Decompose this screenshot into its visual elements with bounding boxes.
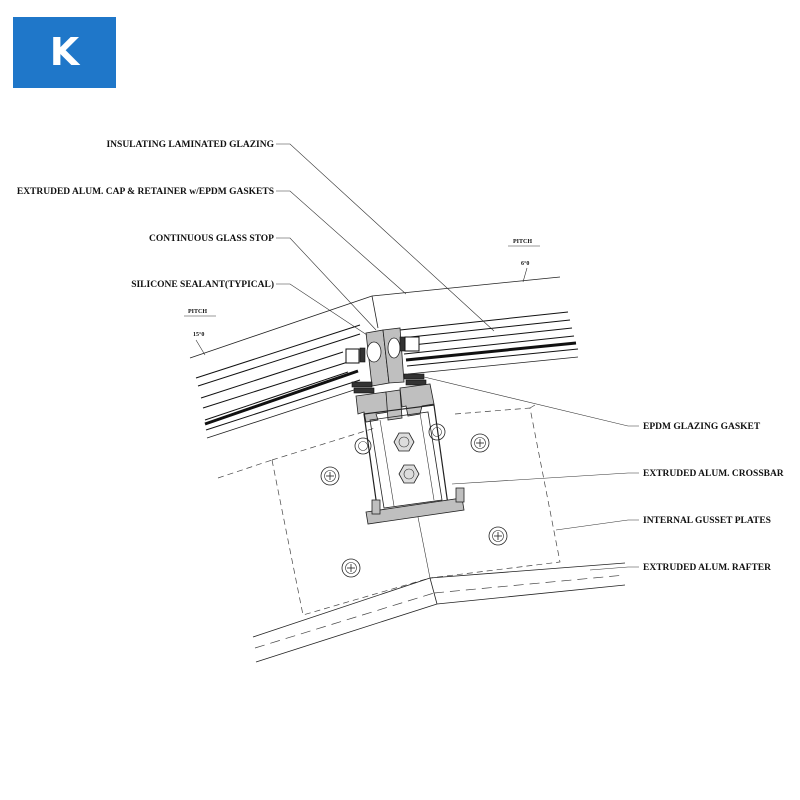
left-glazing-unit xyxy=(190,296,372,438)
label-gusset-plates: INTERNAL GUSSET PLATES xyxy=(643,516,771,526)
label-rafter: EXTRUDED ALUM. RAFTER xyxy=(643,563,771,573)
pitch-right-label: PITCH xyxy=(513,239,533,245)
pitch-left-label: PITCH xyxy=(188,309,208,315)
label-cap-retainer: EXTRUDED ALUM. CAP & RETAINER w/EPDM GASKETS xyxy=(16,187,274,197)
crossbar xyxy=(356,384,464,524)
label-epdm-gasket: EPDM GLAZING GASKET xyxy=(643,422,761,432)
rafter-lines xyxy=(253,512,625,662)
label-crossbar: EXTRUDED ALUM. CROSSBAR xyxy=(643,469,784,479)
gusset-screws xyxy=(321,424,507,577)
pitch-marker-left xyxy=(184,309,216,355)
label-silicone-sealant: SILICONE SEALANT(TYPICAL) xyxy=(131,280,274,290)
pitch-marker-right xyxy=(508,239,540,282)
logo-letter: K xyxy=(49,30,80,74)
label-insulating-glazing: INSULATING LAMINATED GLAZING xyxy=(106,140,274,150)
pitch-left-value: 15°0 xyxy=(193,332,205,338)
pitch-right-value: 6°0 xyxy=(521,261,530,267)
label-glass-stop: CONTINUOUS GLASS STOP xyxy=(149,234,274,244)
